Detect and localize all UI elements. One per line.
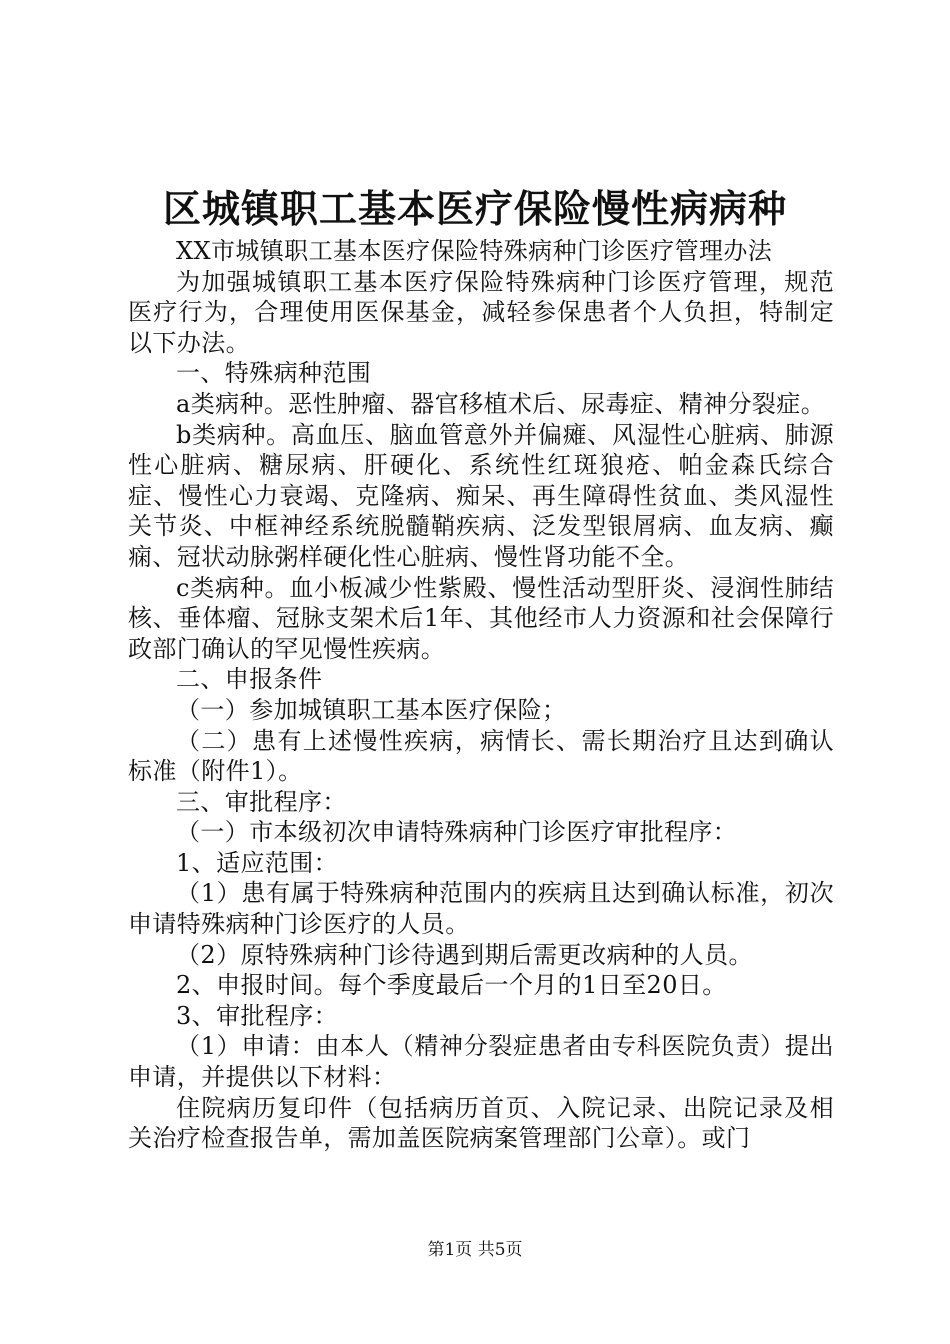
- paragraph-scope-1: （1）患有属于特殊病种范围内的疾病且达到确认标准，初次申请特殊病种门诊医疗的人员。: [128, 879, 834, 939]
- paragraph-approval-heading: 3、审批程序：: [176, 1001, 339, 1030]
- paragraph-apply-time: 2、申报时间。每个季度最后一个月的1日至20日。: [176, 971, 727, 1000]
- section-heading-scope: 一、特殊病种范围: [176, 359, 372, 388]
- section-heading-conditions: 二、申报条件: [176, 665, 323, 694]
- page-title: 区城镇职工基本医疗保险慢性病病种: [162, 186, 787, 231]
- paragraph-intro: 为加强城镇职工基本医疗保险特殊病种门诊医疗管理，规范医疗行为，合理使用医保基金，减轻参保患者个人负担，特制定以下办法。: [128, 267, 834, 357]
- paragraph-scope-heading: 1、适应范围：: [176, 848, 339, 877]
- paragraph-application: （1）申请：由本人（精神分裂症患者由专科医院负责）提出申请，并提供以下材料：: [128, 1032, 834, 1092]
- paragraph-class-a: a类病种。恶性肿瘤、器官移植术后、尿毒症、精神分裂症。: [176, 389, 826, 418]
- paragraph-procedure-city: （一）市本级初次申请特殊病种门诊医疗审批程序：: [176, 818, 738, 847]
- page-footer: 第1页 共5页: [427, 1240, 523, 1260]
- paragraph-class-b: b类病种。高血压、脑血管意外并偏瘫、风湿性心脏病、肺源性心脏病、糖尿病、肝硬化、系统性红斑狼疮、帕金森氏综合症、慢性心力衰竭、克隆病、痴呆、再生障碍性贫血、类风湿性关节炎、中框神经系统脱髓鞘疾病、泛发型银屑病、血友病、癫痫、冠状动脉粥样硬化性心脏病、慢性肾功能不全。: [128, 420, 834, 571]
- document-subtitle: XX市城镇职工基本医疗保险特殊病种门诊医疗管理办法: [176, 237, 773, 265]
- section-heading-procedure: 三、审批程序：: [176, 787, 347, 816]
- paragraph-condition-2: （二）患有上述慢性疾病，病情长、需长期治疗且达到确认标准（附件1）。: [128, 726, 834, 786]
- paragraph-materials: 住院病历复印件（包括病历首页、入院记录、出院记录及相关治疗检查报告单，需加盖医院病案管理部门公章）。或门: [128, 1093, 834, 1153]
- paragraph-class-c: c类病种。血小板减少性紫殿、慢性活动型肝炎、浸润性肺结核、垂体瘤、冠脉支架术后1年、其他经市人力资源和社会保障行政部门确认的罕见慢性疾病。: [128, 573, 834, 663]
- paragraph-condition-1: （一）参加城镇职工基本医疗保险；: [176, 695, 567, 724]
- document-body: [128, 236, 834, 1154]
- paragraph-scope-2: （2）原特殊病种门诊待遇到期后需更改病种的人员。: [176, 940, 753, 969]
